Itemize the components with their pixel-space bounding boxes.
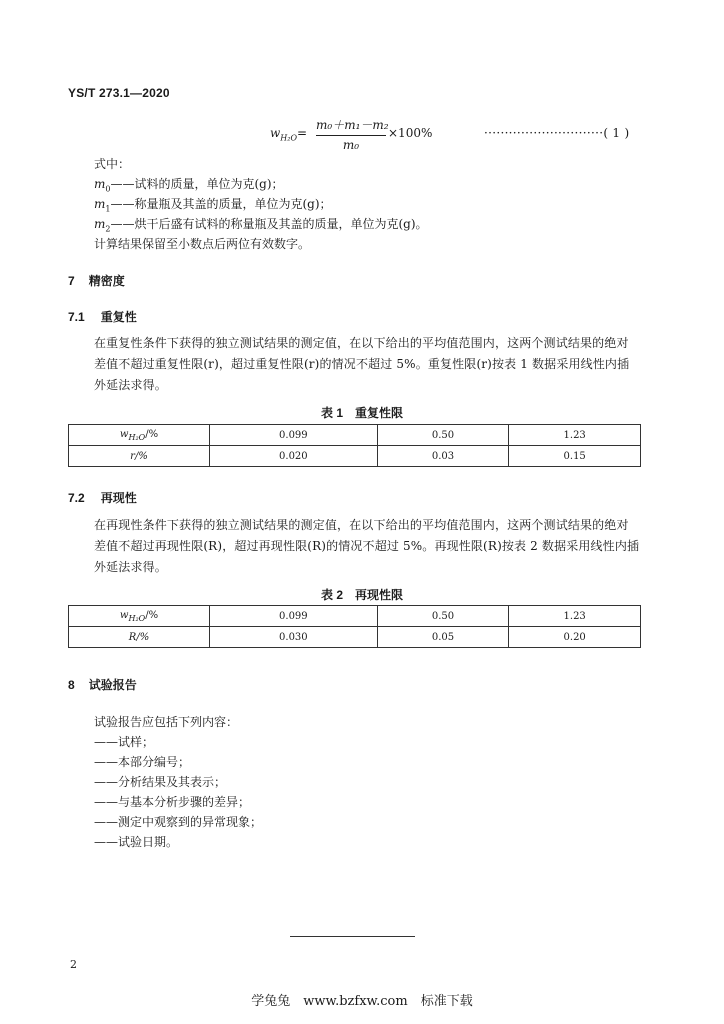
table-row [69,606,641,627]
table-1-repeatability [68,424,641,467]
table-cell: 0.020 [210,446,378,467]
repeatability-paragraph: 在重复性条件下获得的独立测试结果的测定值，在以下给出的平均值范围内，这两个测试结果的绝对差值不超过重复性限(r)，超过重复性限(r)的情况不超过 5%。重复性限(r)按表 1 数据采用线性内插外延法求得。 [94,336,630,392]
section-7-2-heading: 7.2 再现性 [68,491,137,505]
table-cell: 1.23 [509,606,641,627]
section-8-heading: 8 试验报告 [68,678,137,692]
formula-fraction [316,116,389,152]
var-m1: $m_1——$称量瓶及其盖的质量，单位为克(g)； [94,197,332,214]
table-cell: 0.030 [210,627,378,648]
list-item: ——分析结果及其表示； [94,775,227,789]
list-item: ——本部分编号； [94,755,191,769]
table-row [69,446,641,467]
equation-number: ·····························( 1 ) [484,126,630,140]
table-2-title: 表 2 再现性限 [320,588,403,602]
section-7-1-heading: 7.1 重复性 [68,310,137,324]
table-cell: 0.03 [377,446,509,467]
page-number: 2 [70,958,77,971]
list-item: ——试样； [94,735,155,749]
list-item: ——测定中观察到的异常现象； [94,815,263,829]
section-7-heading: 7 精密度 [68,274,125,288]
var-m0: $m_0——$试料的质量，单位为克(g)； [94,177,284,194]
table-cell: 0.50 [377,425,509,446]
reproducibility-paragraph: 在再现性条件下获得的独立测试结果的测定值，在以下给出的平均值范围内，这两个测试结果的绝对差值不超过再现性限(R)，超过再现性限(R)的情况不超过 5%。再现性限(R)按表 2 数据采用线性内插外延法求得。 [94,518,640,574]
formula-lhs: $w_{H_2O}=$ [270,126,308,143]
table-row [69,425,641,446]
table-cell: 0.099 [210,606,378,627]
table-cell-header: r/% [69,446,210,467]
list-item: ——试验日期。 [94,835,179,849]
table-cell: 0.20 [509,627,641,648]
table-cell: 0.05 [377,627,509,648]
table-row [69,627,641,648]
table-cell-header: $w_{H_2O}/\%$ [69,606,210,627]
standard-code: YS/T 273.1—2020 [68,86,170,100]
report-intro: 试验报告应包括下列内容： [94,715,239,729]
where-label: 式中： [94,157,131,171]
formula-multiplier: ×100% [388,126,433,140]
table-1-title: 表 1 重复性限 [320,406,403,420]
table-cell-header: $w_{H_2O}/\%$ [69,425,210,446]
table-2-reproducibility [68,605,641,648]
list-item: ——与基本分析步骤的差异； [94,795,251,809]
table-cell: 0.15 [509,446,641,467]
rounding-note: 计算结果保留至小数点后两位有效数字。 [94,237,311,251]
table-cell: 0.099 [210,425,378,446]
formula-denominator: m₀ [342,138,360,152]
table-cell: 1.23 [509,425,641,446]
footer-watermark: 学兔兔 www.bzfxw.com 标准下载 [251,994,473,1009]
table-cell-header: R/% [69,627,210,648]
var-m2: $m_2——$烘干后盛有试料的称量瓶及其盖的质量，单位为克(g)。 [94,217,428,234]
formula-numerator: m₀＋m₁－m₂ [316,116,386,136]
table-cell: 0.50 [377,606,509,627]
end-rule [290,936,415,937]
